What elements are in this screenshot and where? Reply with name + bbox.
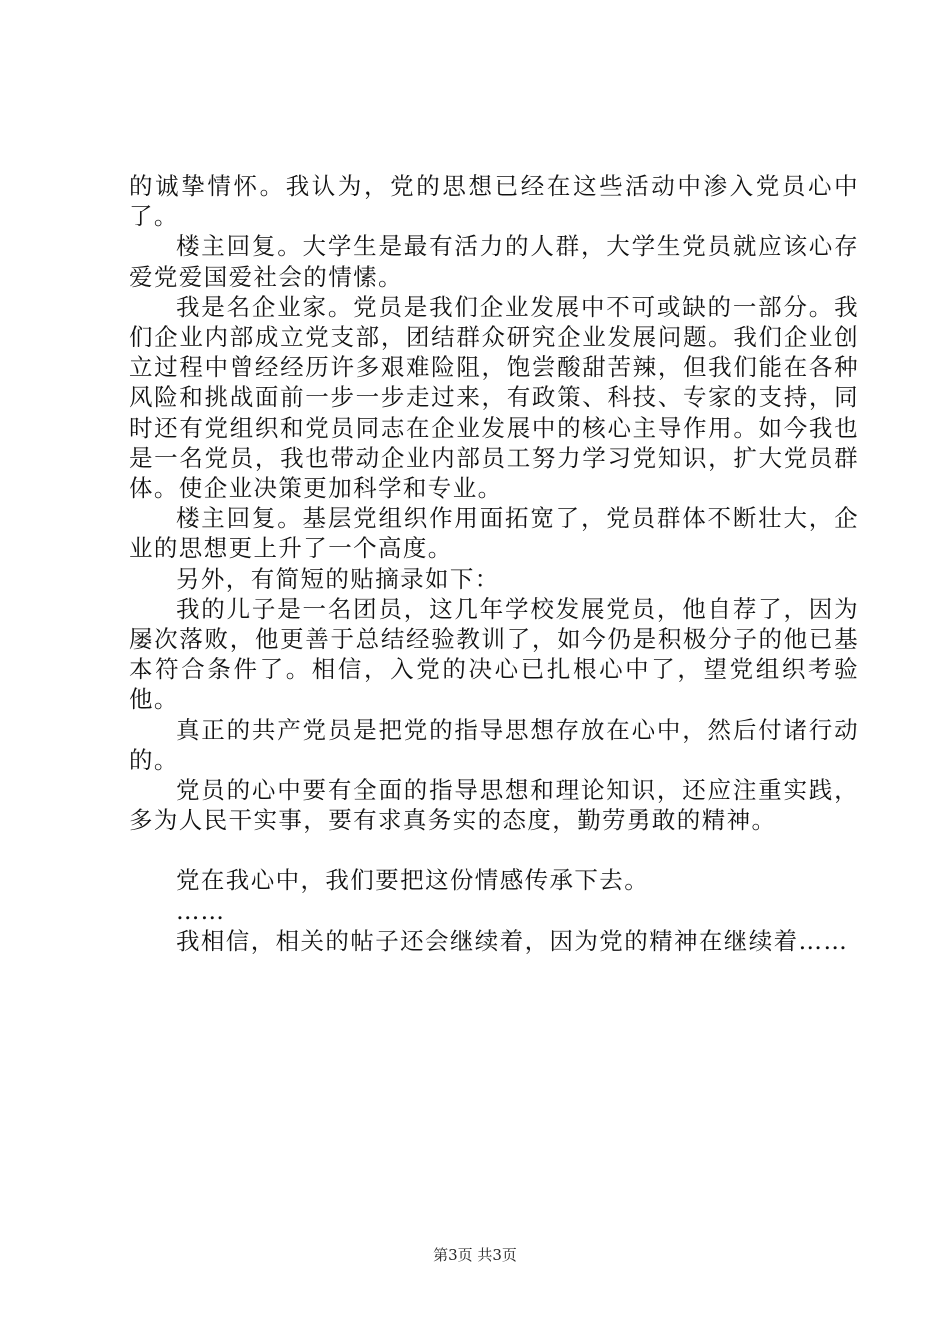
ellipsis-line: …… xyxy=(176,896,225,925)
paragraph-excerpt-intro: 另外，有简短的贴摘录如下： xyxy=(176,564,500,593)
paragraph-entrepreneur: 我是名企业家。党员是我们企业发展中不可或缺的一部分。我们企业内部成立党支部，团结群众研究企业发展问题。我们企业创立过程中曾经经历许多艰难险阻，饱尝酸甜苦辣，但我们能在各种风险和挑战面前一步一步走过来，有政策、科技、专家的支持，同时还有党组织和党员同志在企业发展中的核心主导作用。如今我也是一名党员，我也带动企业内部员工努力学习党知识，扩大党员群体。使企业决策更加科学和专业。 xyxy=(129,292,859,503)
document-body xyxy=(129,171,859,956)
page-footer: 第3页 共3页 xyxy=(433,1246,517,1264)
paragraph-continuation: 的诚挚情怀。我认为，党的思想已经在这些活动中渗入党员心中了。 xyxy=(129,172,859,231)
paragraph-closing: 我相信，相关的帖子还会继续着，因为党的精神在继续着…… xyxy=(176,926,849,955)
paragraph-reply-grassroots: 楼主回复。基层党组织作用面拓宽了，党员群体不断壮大，企业的思想更上升了一个高度。 xyxy=(129,504,859,563)
paragraph-true-member: 真正的共产党员是把党的指导思想存放在心中，然后付诸行动的。 xyxy=(129,715,859,774)
paragraph-son-league-member: 我的儿子是一名团员，这几年学校发展党员，他自荐了，因为屡次落败，他更善于总结经验教训了，如今仍是积极分子的他已基本符合条件了。相信，入党的决心已扎根心中了，望党组织考验他。 xyxy=(129,594,859,714)
paragraph-party-in-heart: 党在我心中，我们要把这份情感传承下去。 xyxy=(176,866,650,895)
paragraph-reply-students: 楼主回复。大学生是最有活力的人群，大学生党员就应该心存爱党爱国爱社会的情愫。 xyxy=(129,232,859,291)
paragraph-member-heart: 党员的心中要有全面的指导思想和理论知识，还应注重实践，多为人民干实事，要有求真务实的态度，勤劳勇敢的精神。 xyxy=(129,776,859,835)
